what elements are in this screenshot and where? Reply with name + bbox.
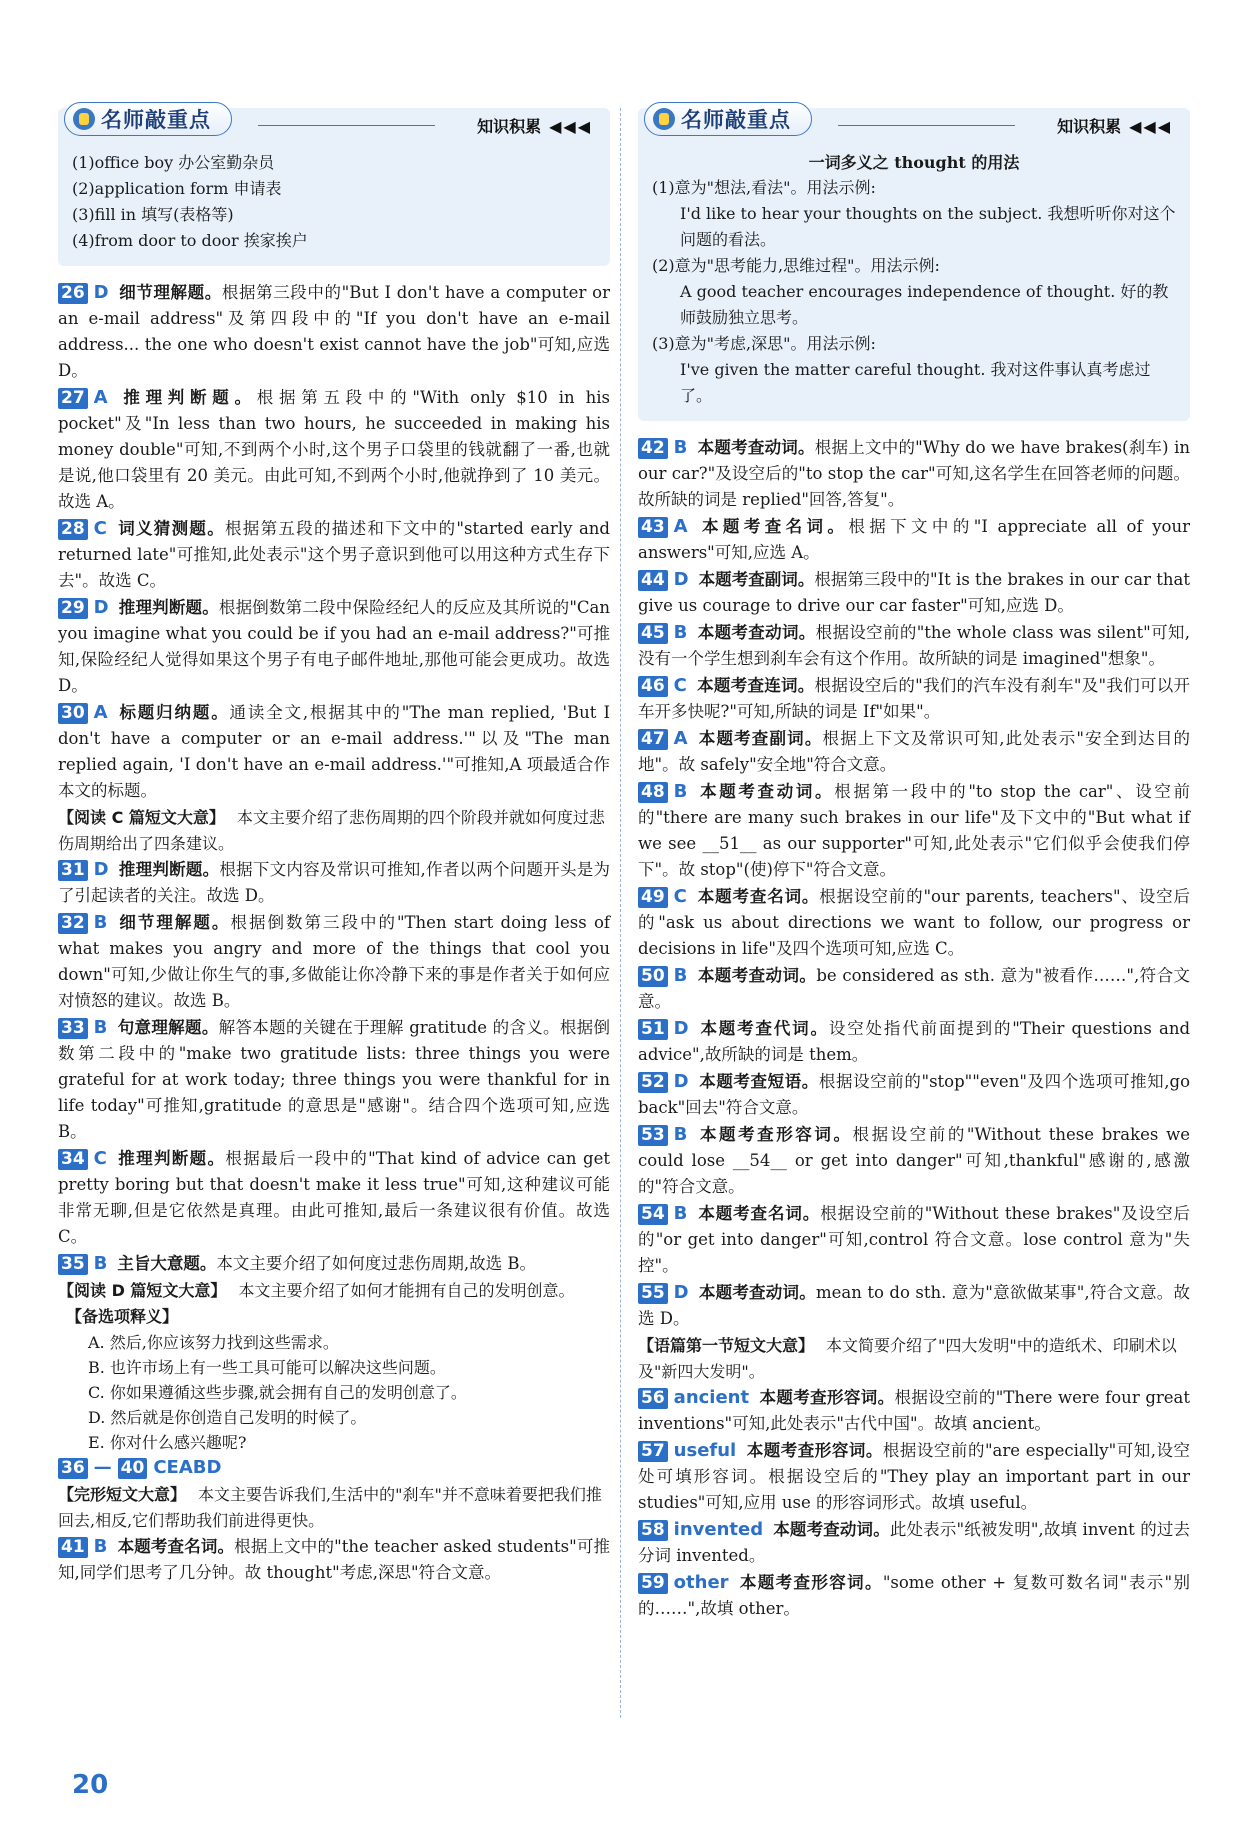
arrows-icon: ◀◀◀	[549, 117, 592, 136]
explanation-text: 根据设空前的"There were four great inventions"可知,此处表示"古代中国"。故填 ancient。	[638, 1388, 1191, 1433]
question-type: 本题考查名词。	[697, 517, 849, 536]
header-rule	[838, 125, 1015, 126]
explanation-text: 根据设空前的"the whole class was silent"可知,没有一个学生想到刹车会有这个作用。故所缺的词是 imagined"想象"。	[638, 623, 1190, 668]
question-number: 47	[638, 729, 668, 750]
question-number: 36	[58, 1458, 88, 1479]
question-number: 49	[638, 887, 668, 908]
usage-list	[652, 175, 1176, 409]
page-number: 20	[72, 1770, 109, 1800]
answer-item	[58, 1534, 610, 1586]
teacher-icon	[653, 108, 675, 130]
answer-item	[638, 435, 1190, 513]
answer-item	[58, 280, 610, 384]
question-type: 本题考查形容词。	[738, 1573, 883, 1592]
question-type: 细节理解题。	[118, 283, 222, 302]
vocab-item: (2)application form 申请表	[72, 179, 282, 198]
answer-item	[638, 1201, 1190, 1279]
option-item: C. 你如果遵循这些步骤,就会拥有自己的发明创意了。	[88, 1383, 467, 1402]
question-type: 本题考查连词。	[696, 676, 815, 695]
question-number: 31	[58, 860, 88, 881]
teacher-icon	[73, 108, 95, 130]
answer-key: invented	[673, 1519, 764, 1540]
answer-key: ancient	[673, 1387, 750, 1408]
knowledge-box-right	[638, 108, 1190, 421]
question-number: 41	[58, 1537, 88, 1558]
option-item: B. 也许市场上有一些工具可能可以解决这些问题。	[88, 1358, 446, 1377]
answer-key: B	[673, 965, 688, 986]
answer-key: D	[93, 597, 109, 618]
box-header	[58, 108, 610, 144]
answer-item	[58, 1015, 610, 1145]
answer-key: B	[673, 622, 688, 643]
question-type: 本题考查动词。	[697, 966, 817, 985]
usage-example: A good teacher encourages independence of thought. 好的教师鼓励独立思考。	[680, 282, 1169, 327]
explanation-text: 根据下文中的"I appreciate all of your answers"可知,应选 A。	[638, 517, 1190, 562]
answer-list-left-1	[58, 280, 610, 804]
question-type: 本题考查副词。	[698, 570, 815, 589]
answer-item	[638, 620, 1190, 672]
answer-key: A	[93, 702, 108, 723]
usage-meaning: (3)意为"考虑,深思"。用法示例:	[652, 334, 876, 353]
question-number: 43	[638, 517, 668, 538]
question-number: 40	[118, 1458, 148, 1479]
vocab-item: (4)from door to door 挨家挨户	[72, 231, 308, 250]
passage-summary-c: 【阅读 C 篇短文大意】 本文主要介绍了悲伤周期的四个阶段并就如何度过悲伤周期给出了四条建议。	[58, 808, 605, 853]
vocab-item: (1)office boy 办公室勤杂员	[72, 153, 275, 172]
question-type: 本题考查代词。	[698, 1019, 829, 1038]
answer-key: D	[673, 1282, 689, 1303]
header-rule	[258, 125, 435, 126]
question-number: 28	[58, 519, 88, 540]
question-type: 本题考查动词。	[698, 1283, 816, 1302]
question-number: 59	[638, 1573, 668, 1594]
question-number: 34	[58, 1149, 88, 1170]
answer-key: B	[93, 1017, 108, 1038]
answer-list-right-2	[638, 1385, 1190, 1622]
answer-key: C	[93, 1148, 107, 1169]
vocab-item: (3)fill in 填写(表格等)	[72, 205, 234, 224]
question-number: 26	[58, 283, 88, 304]
question-type: 本题考查形容词。	[697, 1125, 853, 1144]
answer-item	[638, 673, 1190, 725]
explanation-text: 根据上文中的"Why do we have brakes(刹车) in our car?"及设空后的"to stop the car"可知,这名学生在回答老师的问题。故所缺的词是 replied"回答,答复"。	[638, 438, 1191, 509]
question-type: 本题考查副词。	[697, 729, 823, 748]
question-number: 27	[58, 388, 88, 409]
question-number: 56	[638, 1388, 668, 1409]
question-number: 29	[58, 598, 88, 619]
box-subtitle: 知识积累 ◀◀◀	[1057, 117, 1172, 136]
explanation-text: mean to do sth. 意为"意欲做某事",符合文意。故选 D。	[638, 1283, 1191, 1328]
question-type: 推理判断题。	[116, 1149, 226, 1168]
question-number: 35	[58, 1254, 88, 1275]
explanation-text: 根据最后一段中的"That kind of advice can get pretty boring but that doesn't make it less true"可知,这种建议可能非常无聊,但是它依然是真理。由此可推知,最后一条建议很有价值。故选 C。	[58, 1149, 611, 1246]
question-number: 52	[638, 1072, 668, 1093]
usage-meaning: (2)意为"思考能力,思维过程"。用法示例:	[652, 256, 940, 275]
question-type: 句意理解题。	[117, 1018, 219, 1037]
answer-item	[58, 1146, 610, 1250]
option-item: E. 你对什么感兴趣呢?	[88, 1433, 247, 1452]
answer-list-left-2	[58, 857, 610, 1277]
answer-list-left-3	[58, 1534, 610, 1586]
explanation-text: 根据第五段的描述和下文中的"started early and returned late"可推知,此处表示"这个男子意识到他可以用这种方式生存下去"。故选 C。	[58, 519, 610, 590]
answer-key: C	[93, 518, 107, 539]
explanation-text: 根据设空前的"Without these brakes we could lose __54__ or get into danger"可知,thankful"感谢的,感激的"符合文意。	[638, 1125, 1190, 1196]
answer-item	[58, 385, 610, 515]
explanation-text: 本文主要介绍了如何度过悲伤周期,故选 B。	[216, 1254, 537, 1273]
box-subtitle: 知识积累 ◀◀◀	[477, 117, 592, 136]
passage-summary-section1: 【语篇第一节短文大意】 本文简要介绍了"四大发明"中的造纸术、印刷术以及"新四大发明"。	[638, 1336, 1177, 1381]
explanation-text: 此处表示"纸被发明",故填 invent 的过去分词 invented。	[638, 1520, 1190, 1565]
question-type: 词义猜测题。	[116, 519, 225, 538]
question-number: 51	[638, 1019, 668, 1040]
answer-item	[638, 1385, 1190, 1437]
explanation-text: 根据设空前的"are especially"可知,设空处可填形容词。根据设空后的"They play an important part in our studies"可知,应用 use 的形容词形式。故填 useful。	[638, 1441, 1191, 1512]
question-type: 推理判断题。	[118, 860, 220, 879]
question-number: 55	[638, 1283, 668, 1304]
answer-item	[638, 1069, 1190, 1121]
answer-key: D	[93, 859, 109, 880]
usage-meaning: (1)意为"想法,看法"。用法示例:	[652, 178, 876, 197]
explanation-text: 根据上下文及常识可知,此处表示"安全到达目的地"。故 safely"安全地"符合文意。	[638, 729, 1191, 774]
teacher-key-point-badge	[64, 102, 232, 136]
question-type: 主旨大意题。	[117, 1254, 217, 1273]
answer-item	[638, 514, 1190, 566]
question-number: 33	[58, 1018, 88, 1039]
answer-item	[638, 567, 1190, 619]
answer-key: B	[93, 912, 108, 933]
question-type: 本题考查短语。	[698, 1072, 819, 1091]
answer-key: B	[673, 1124, 688, 1145]
answer-key: D	[93, 282, 109, 303]
answer-key: other	[673, 1572, 729, 1593]
explanation-text: 设空处指代前面提到的"Their questions and advice",故所缺的词是 them。	[638, 1019, 1191, 1064]
options-heading: 【备选项释义】	[66, 1307, 179, 1326]
answer-item	[638, 1122, 1190, 1200]
answer-key: B	[673, 781, 688, 802]
question-type: 本题考查动词。	[697, 438, 815, 457]
explanation-text: "some other + 复数可数名词"表示"别的……",故填 other。	[638, 1573, 1191, 1618]
option-item: A. 然后,你应该努力找到这些需求。	[88, 1333, 339, 1352]
question-type: 细节理解题。	[117, 913, 231, 932]
usage-example: I'd like to hear your thoughts on the subject. 我想听听你对这个问题的看法。	[680, 204, 1176, 249]
answer-item	[638, 1517, 1190, 1569]
answer-item	[58, 516, 610, 594]
answer-item	[58, 595, 610, 699]
answer-item	[58, 700, 610, 804]
question-number: 54	[638, 1204, 668, 1225]
answer-key: B	[673, 437, 688, 458]
question-number: 30	[58, 703, 88, 724]
knowledge-box-left	[58, 108, 610, 266]
question-type: 本题考查名词。	[696, 887, 820, 906]
explanation-text: 根据第三段中的"But I don't have a computer or an e-mail address"及第四段中的"If you don't have an e-mail address... the one who doesn't exist cannot have the job"可知,应选 D。	[58, 283, 611, 380]
column-divider	[620, 108, 621, 1718]
explanation-text: 根据设空后的"我们的汽车没有刹车"及"我们可以开车开多快呢?"可知,所缺的词是 If"如果"。	[638, 676, 1190, 721]
explanation-text: 根据第五段中的"With only $10 in his pocket"及"In less than two hours, he succeeded in making his money double"可知,不到两个小时,这个男子口袋里的钱就翻了一番,也就是说,他口袋里有 20 美元。由此可知,不到两个小时,他就挣到了 10 美元。故选 A。	[58, 388, 611, 511]
range-answer	[58, 1455, 610, 1481]
question-type: 标题归纳题。	[117, 703, 230, 722]
question-number: 48	[638, 782, 668, 803]
answer-key: A	[93, 387, 108, 408]
box-header	[638, 108, 1190, 144]
answer-item	[638, 1280, 1190, 1332]
left-column	[58, 108, 610, 1587]
answer-key: B	[673, 1203, 688, 1224]
question-number: 46	[638, 676, 668, 697]
explanation-text: 根据下文内容及常识可推知,作者以两个问题开头是为了引起读者的关注。故选 D。	[58, 860, 610, 905]
answer-item	[638, 1570, 1190, 1622]
question-type: 推理判断题。	[117, 388, 257, 407]
arrows-icon: ◀◀◀	[1129, 117, 1172, 136]
question-type: 本题考查动词。	[697, 623, 816, 642]
question-type: 本题考查动词。	[773, 1520, 890, 1539]
answer-item	[638, 963, 1190, 1015]
answer-key: B	[93, 1536, 108, 1557]
answer-key: C	[673, 886, 687, 907]
question-number: 58	[638, 1520, 668, 1541]
explanation-text: 根据第三段中的"It is the brakes in our car that give us courage to drive our car faster"可知,应选 D。	[638, 570, 1190, 615]
badge-label: 名师敲重点	[681, 108, 791, 132]
answer-item	[638, 1438, 1190, 1516]
answer-list-right-1	[638, 435, 1190, 1332]
answer-key: A	[673, 728, 688, 749]
answer-item	[58, 857, 610, 909]
answer-key: useful	[673, 1440, 737, 1461]
answer-key: D	[673, 569, 689, 590]
answer-item	[638, 1016, 1190, 1068]
explanation-text: 根据设空前的"Without these brakes"及设空后的"or get into danger"可知,control 符合文意。lose control 意为"失控"。	[638, 1204, 1191, 1275]
question-number: 50	[638, 966, 668, 987]
right-column	[638, 108, 1190, 1623]
explanation-text: 根据倒数第三段中的"Then start doing less of what makes you angry and more of the things that cool you down"可知,少做让你生气的事,多做能让你冷静下来的事是作者关于如何应对愤怒的建议。故选 B。	[58, 913, 611, 1010]
badge-label: 名师敲重点	[101, 108, 211, 132]
option-item: D. 然后就是你创造自己发明的时候了。	[88, 1408, 367, 1427]
question-number: 42	[638, 438, 668, 459]
answer-item	[58, 910, 610, 1014]
question-number: 57	[638, 1441, 668, 1462]
range-dash: —	[93, 1457, 112, 1478]
answer-item	[638, 779, 1190, 883]
answer-key: B	[93, 1253, 108, 1274]
explanation-text: 根据第一段中的"to stop the car"、设空前的"there are many such brakes in our life"及下文中的"But what if we see __51__ as our supporter"可知,此处表示"它们似乎会使我们停下"。故 stop"(使)停下"符合文意。	[638, 782, 1191, 879]
question-number: 32	[58, 913, 88, 934]
box-title: 一词多义之 thought 的用法	[808, 153, 1020, 172]
answer-key: C	[673, 675, 687, 696]
question-number: 53	[638, 1125, 668, 1146]
answer-key: CEABD	[153, 1457, 222, 1478]
explanation-text: be considered as sth. 意为"被看作……",符合文意。	[638, 966, 1191, 1011]
explanation-text: 解答本题的关键在于理解 gratitude 的含义。根据倒数第二段中的"make two gratitude lists: three things you were grateful for at work today; three things you were thankful for in life today"可推知,gratitude 的意思是"感谢"。结合四个选项可知,应选 B。	[58, 1018, 610, 1141]
question-type: 推理判断题。	[118, 598, 219, 617]
question-number: 44	[638, 570, 668, 591]
question-type: 本题考查形容词。	[746, 1441, 883, 1460]
answer-key: A	[673, 516, 688, 537]
answer-item	[638, 726, 1190, 778]
passage-summary-cloze: 【完形短文大意】 本文主要告诉我们,生活中的"刹车"并不意味着要把我们推回去,相反,它们帮助我们前进得更快。	[58, 1485, 602, 1530]
question-number: 45	[638, 623, 668, 644]
explanation-text: 根据倒数第二段中保险经纪人的反应及其所说的"Can you imagine what you could be if you had an e-mail address?"可推知,保险经纪人觉得如果这个男子有电子邮件地址,那他可能会更成功。故选 D。	[58, 598, 610, 695]
explanation-text: 根据设空前的"stop""even"及四个选项可推知,go back"回去"符合文意。	[638, 1072, 1191, 1117]
question-type: 本题考查名词。	[697, 1204, 821, 1223]
teacher-key-point-badge	[644, 102, 812, 136]
answer-item	[58, 1251, 610, 1277]
answer-item	[638, 884, 1190, 962]
answer-key: D	[673, 1071, 689, 1092]
passage-summary-d: 【阅读 D 篇短文大意】 本文主要介绍了如何才能拥有自己的发明创意。	[58, 1281, 575, 1300]
usage-example: I've given the matter careful thought. 我对这件事认真考虑过了。	[680, 360, 1151, 405]
answer-key: D	[673, 1018, 689, 1039]
question-type: 本题考查动词。	[697, 782, 835, 801]
explanation-text: 通读全文,根据其中的"The man replied, 'But I don't have a computer or an e-mail address.'"以及"The man replied again, 'I don't have an e-mail address.'"可推知,A 项最适合作本文的标题。	[58, 703, 610, 800]
explanation-text: 根据设空前的"our parents, teachers"、设空后的"ask us about directions we want to follow, our progress or decisions in life"及四个选项可知,应选 C。	[638, 887, 1191, 958]
explanation-text: 根据上文中的"the teacher asked students"可推知,同学们思考了几分钟。故 thought"考虑,深思"符合文意。	[58, 1537, 610, 1582]
question-type: 本题考查形容词。	[759, 1388, 895, 1407]
question-type: 本题考查名词。	[117, 1537, 235, 1556]
